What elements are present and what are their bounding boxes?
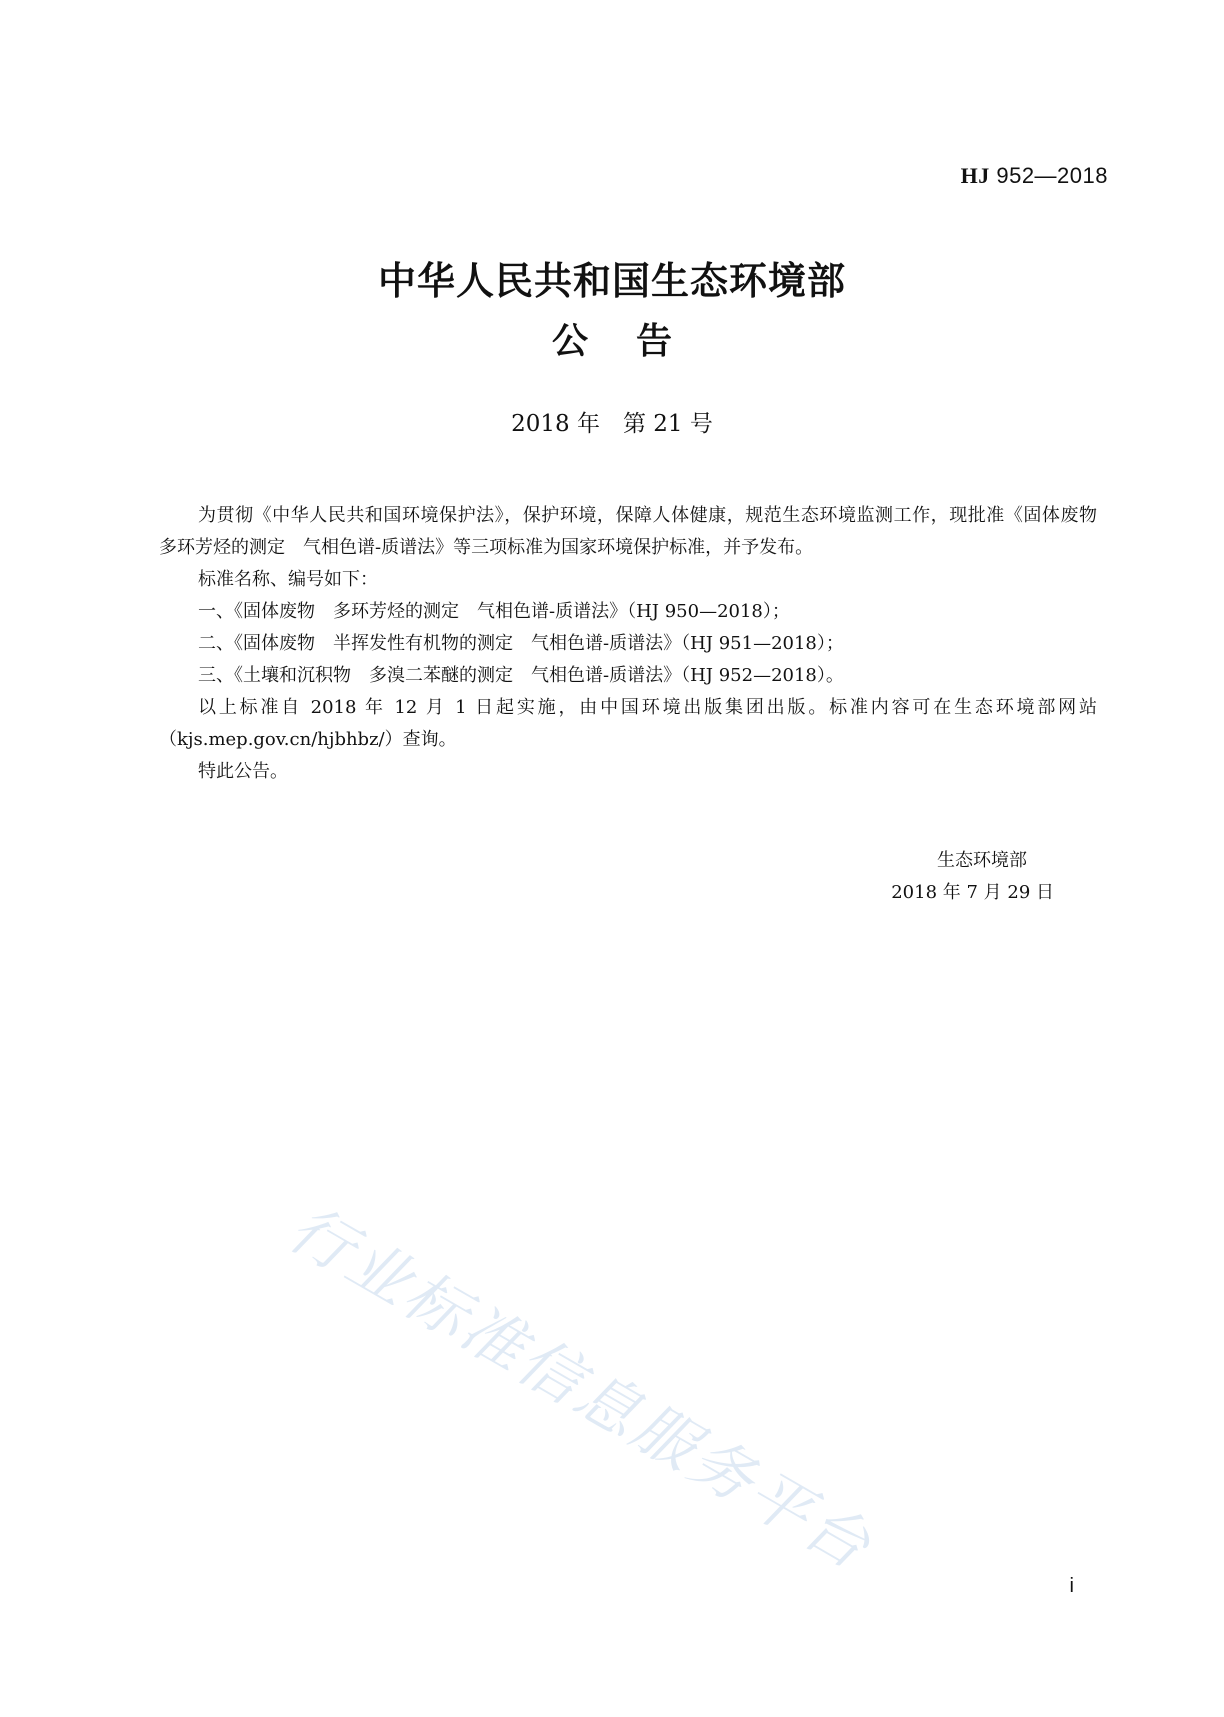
signature-block	[891, 845, 1054, 909]
signature-date: 2018 年 7 月 29 日	[891, 882, 1054, 903]
announcement-body	[159, 500, 1115, 788]
body-paragraph-implementation: 以上标准自 2018 年 12 月 1 日起实施，由中国环境出版集团出版。标准内容可在生态环境部网站（kjs.mep.gov.cn/hjbhbz/）查询。	[159, 697, 1097, 750]
signature-organization: 生态环境部	[937, 850, 1027, 871]
standard-list-item: 二、《固体废物 半挥发性有机物的测定 气相色谱-质谱法》（HJ 951—2018）；	[198, 633, 844, 654]
standard-list-item: 三、《土壤和沉积物 多溴二苯醚的测定 气相色谱-质谱法》（HJ 952—2018）。	[198, 665, 844, 686]
watermark: 行业标准信息服务平台	[277, 1191, 886, 1585]
body-paragraph-closing: 特此公告。	[198, 761, 288, 782]
body-paragraph-list-heading: 标准名称、编号如下：	[198, 569, 378, 590]
issuing-organization-title: 中华人民共和国生态环境部	[377, 258, 846, 303]
standard-list-item: 一、《固体废物 多环芳烃的测定 气相色谱-质谱法》（HJ 950—2018）；	[198, 601, 790, 622]
page-number: i	[1069, 1575, 1074, 1597]
issue-number: 2018 年 第 21 号	[511, 411, 713, 437]
announcement-title: 公告	[551, 320, 720, 362]
standard-code-number: 952—2018	[989, 163, 1108, 188]
body-paragraph-intro: 为贯彻《中华人民共和国环境保护法》，保护环境，保障人体健康，规范生态环境监测工作，现批准《固体废物 多环芳烃的测定 气相色谱-质谱法》等三项标准为国家环境保护标准，并予发布。	[159, 505, 1115, 558]
standard-code-prefix: HJ	[960, 163, 990, 188]
standard-code	[961, 163, 1108, 189]
